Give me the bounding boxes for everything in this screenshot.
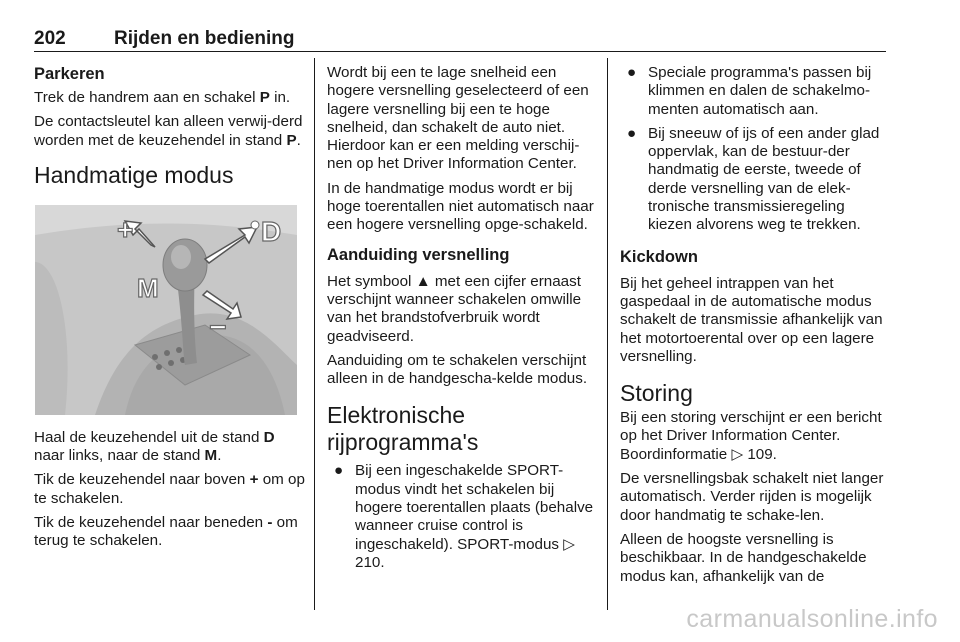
gear-d-label: D [263, 428, 275, 446]
manual-mode-heading: Handmatige modus [34, 161, 234, 188]
page-reference-link[interactable]: ▷ 109. [731, 445, 777, 463]
electronic-programs-heading [327, 402, 595, 456]
no-auto-upshift-paragraph: In de handmatige modus wordt er bij hoge toerentallen niet automatisch naar een hogere versnelling opge-schakeld. [327, 179, 594, 234]
column-divider-2 [607, 58, 608, 610]
text-run: Tik de keuzehendel naar boven [34, 471, 250, 489]
text-run: met een cijfer ernaast verschijnt wanneer schakelen omwille van het brandstofverbruik wordt geadviseerd. [327, 272, 582, 345]
column-divider-1 [314, 58, 315, 610]
figure-label-d: D [261, 215, 282, 247]
text-run: . [217, 447, 222, 465]
plus-label: + [249, 471, 259, 489]
column-1 [34, 64, 306, 557]
gear-m-label: M [204, 447, 218, 465]
text-run: . [296, 131, 301, 149]
text-run: Bij een storing verschijnt er een bericht op het Driver Information Center. Boordinformatie [620, 409, 882, 463]
list-item [620, 64, 888, 119]
storing-paragraph-2: De versnellingsbak schakelt niet langer automatisch. Verder rijden is mogelijk door handmatig te schake-len. [620, 470, 884, 524]
manual-paragraph-3 [34, 514, 306, 551]
sport-mode-text: Bij een ingeschakelde SPORT-modus vindt het schakelen bij hogere toerentallen plaats (behalve wanneer cruise control is ingeschakeld). SPORT-modus [355, 462, 594, 553]
gear-indication-heading: Aanduiding versnelling [327, 245, 510, 264]
page-reference-link[interactable]: ▷ 210. [355, 535, 575, 571]
column-2 [327, 64, 595, 578]
text-run: Trek de handrem aan en schakel [34, 89, 260, 106]
minus-label: - [267, 514, 273, 532]
text-run: De contactsleutel kan alleen verwij-derd worden met de keuzehendel in stand [34, 113, 303, 149]
text-run: Het symbool [327, 272, 416, 290]
column-3 [620, 64, 888, 592]
bullet-text: Bij sneeuw of ijs of een ander glad oppervlak, kan de bestuur-der handmatig de eerste, tweede of derde versnelling van de elek-tronische transmissieregeling kiezen alvorens weg te trekken. [648, 124, 880, 234]
storing-paragraph-3: Alleen de hoogste versnelling is beschikbaar. In de handgeschakelde modus kan, afhankelijk van de [620, 530, 867, 585]
parking-paragraph-2 [34, 113, 306, 150]
text-run: naar links, naar de stand [34, 447, 205, 465]
gear-warning-paragraph: Wordt bij een te lage snelheid een hogere versnelling geselecteerd of een lagere versnelling bij een te hoge snelheid, dan schakelt de auto niet. Hierdoor kan er een melding verschij-nen op het Driver Information Center. [327, 64, 589, 173]
bullet-text: Speciale programma's passen bij klimmen en dalen de schakelmo-menten automatisch aan. [648, 64, 872, 118]
upshift-triangle-icon: ▲ [415, 272, 431, 290]
parking-paragraph-1 [34, 89, 306, 107]
gear-p-label: P [286, 131, 297, 149]
bullet-icon: ● [627, 64, 637, 81]
text-run: Haal de keuzehendel uit de stand [34, 428, 264, 446]
list-item [327, 462, 595, 572]
watermark: carmanualsonline.info [686, 605, 938, 633]
shift-indication-paragraph: Aanduiding om te schakelen verschijnt alleen in de handgescha-kelde modus. [327, 351, 588, 388]
text-run: in. [269, 89, 291, 106]
kickdown-heading: Kickdown [620, 247, 698, 266]
gear-selector-drawing [35, 205, 297, 415]
bullet-icon: ● [334, 462, 344, 480]
figure-label-plus: + [117, 213, 134, 245]
heading-line-2: rijprogramma's [327, 429, 479, 456]
page-number: 202 [34, 28, 66, 49]
heading-line-1: Elektronische [327, 402, 466, 429]
gear-selector-illustration [35, 205, 297, 415]
text-run: om terug te schakelen. [34, 514, 298, 550]
page-header [34, 30, 886, 52]
storing-paragraph-1 [620, 409, 888, 464]
manual-paragraph-2 [34, 471, 306, 508]
gear-p-label: P [259, 89, 270, 106]
kickdown-paragraph: Bij het geheel intrappen van het gaspedaal in de automatische modus schakelt de transmissie afhankelijk van het motortoerental over op een lagere versnelling. [620, 274, 883, 365]
list-item [620, 125, 888, 235]
gear-indication-paragraph [327, 273, 595, 346]
page-title: Rijden en bediening [114, 28, 295, 49]
parking-heading: Parkeren [34, 65, 105, 83]
bullet-icon: ● [627, 124, 637, 142]
storing-heading: Storing [620, 380, 693, 407]
figure-label-minus: − [209, 310, 227, 344]
text-run: Tik de keuzehendel naar beneden [34, 514, 268, 532]
text-run: om op te schakelen. [34, 471, 305, 507]
figure-label-m: M [137, 272, 159, 303]
manual-paragraph-1 [34, 429, 306, 466]
